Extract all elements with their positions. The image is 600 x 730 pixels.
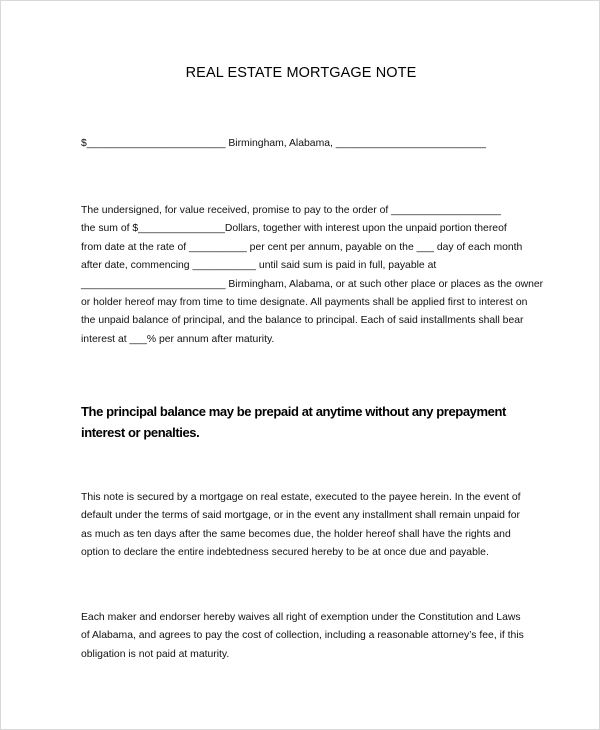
security-default-paragraph xyxy=(81,489,551,563)
paragraph-line: This note is secured by a mortgage on real estate, executed to the payee herein. In the event of xyxy=(81,492,521,503)
paragraph-line: from date at the rate of __________ per cent per annum, payable on the ___ day of each month xyxy=(81,241,523,253)
waiver-paragraph xyxy=(81,609,551,664)
paragraph-line: _________________________ Birmingham, Alabama, or at such other place or places as the owner xyxy=(81,278,544,290)
paragraph-line: the unpaid balance of principal, and the balance to principal. Each of said installments shall bear xyxy=(81,315,524,327)
paragraph-line: the sum of $_______________Dollars, together with interest upon the unpaid portion thereof xyxy=(81,223,507,235)
paragraph-line: after date, commencing ___________ until said sum is paid in full, payable at xyxy=(81,260,437,272)
amount-and-date-line: $________________________ Birmingham, Alabama, __________________________ xyxy=(81,138,487,149)
paragraph-line: obligation is not paid at maturity. xyxy=(81,648,230,660)
paragraph-line: or holder hereof may from time to time designate. All payments shall be applied first to interest on xyxy=(81,297,528,309)
paragraph-line: default under the terms of said mortgage, or in the event any installment shall remain unpaid for xyxy=(81,510,520,522)
document-title: REAL ESTATE MORTGAGE NOTE xyxy=(185,65,417,81)
paragraph-line: Each maker and endorser hereby waives all right of exemption under the Constitution and Laws xyxy=(81,612,521,623)
paragraph-line: option to declare the entire indebtedness secured hereby to be at once due and payable. xyxy=(81,547,489,559)
paragraph-line: as much as ten days after the same becomes due, the holder hereof shall have the rights and xyxy=(81,528,511,540)
paragraph-line: The undersigned, for value received, promise to pay to the order of ___________________ xyxy=(81,205,501,216)
prepayment-clause xyxy=(81,401,551,443)
clause-line: The principal balance may be prepaid at anytime without any prepayment xyxy=(81,404,506,419)
payment-terms-paragraph xyxy=(81,202,551,349)
clause-line: interest or penalties. xyxy=(81,425,200,440)
paragraph-line: interest at ___% per annum after maturity. xyxy=(81,333,275,345)
paragraph-line: of Alabama, and agrees to pay the cost of collection, including a reasonable attorney’s fee, if this xyxy=(81,630,524,642)
